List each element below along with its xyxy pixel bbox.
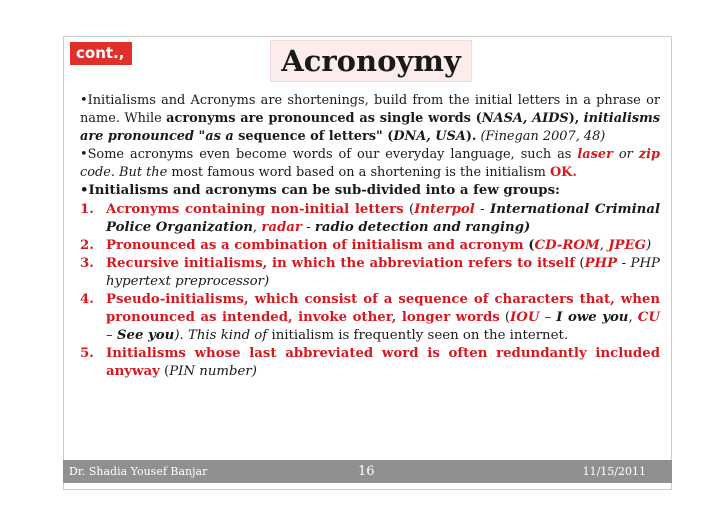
text: CD-ROM xyxy=(534,237,600,253)
text: radio detection and ranging) xyxy=(314,219,531,235)
slide-footer xyxy=(63,460,672,483)
text: Interpol xyxy=(414,201,475,217)
text: – xyxy=(539,310,557,326)
text: or xyxy=(612,147,633,163)
text: PIN number) xyxy=(169,364,257,380)
list-number: 2. xyxy=(80,237,94,253)
text: •Some acronyms even become words of our everyday language, such as xyxy=(80,147,578,163)
list-item xyxy=(80,201,660,237)
text: - xyxy=(301,219,315,235)
text: ( xyxy=(574,255,585,271)
text: PHP xyxy=(584,255,618,271)
text: NASA, AIDS xyxy=(481,111,569,127)
footer-date: 11/15/2011 xyxy=(582,465,646,478)
slide-title: Acronoymy xyxy=(270,40,472,82)
text: , xyxy=(252,219,262,235)
text: acronyms are pronounced as single words ( xyxy=(166,111,482,127)
slide-body xyxy=(80,92,660,382)
list-number: 3. xyxy=(80,255,94,271)
text: initialism is frequently seen on the internet. xyxy=(267,328,569,344)
text: Pseudo-initialisms, which consist of a sequence of characters that, when pronounced as intended, invoke other, longer words xyxy=(106,292,660,326)
text: - PHP hypertext preprocessor) xyxy=(106,255,660,289)
list-item xyxy=(80,237,660,255)
text: DNA, USA xyxy=(393,129,466,145)
text: ) xyxy=(645,237,652,253)
text: ( xyxy=(499,310,511,326)
text: ), xyxy=(568,111,580,127)
text: initialisms are pronounced "as xyxy=(80,111,660,145)
text: CU xyxy=(637,310,660,326)
list-item xyxy=(80,291,660,345)
text: - xyxy=(474,201,490,217)
text: zip xyxy=(638,147,661,163)
text: most famous word based on a shortening is the initialism xyxy=(167,165,550,181)
continued-tag: cont., xyxy=(70,42,132,65)
text: Initialisms whose last abbreviated word is often redundantly included anyway xyxy=(106,346,660,380)
paragraph-initialisms xyxy=(80,92,660,146)
text: radar xyxy=(261,219,302,235)
text: See you xyxy=(116,328,175,344)
citation: (Finegan 2007, 48) xyxy=(480,129,606,145)
text: ( xyxy=(403,201,415,217)
text: ( xyxy=(159,364,170,380)
paragraph-everyday-words xyxy=(80,146,660,182)
list-item xyxy=(80,345,660,381)
list-number: 5. xyxy=(80,346,94,362)
text: – xyxy=(106,328,117,344)
text: JPEG xyxy=(608,237,646,253)
list-number: 1. xyxy=(80,201,94,217)
text: Pronounced as a combination of initialism and acronym xyxy=(106,237,524,253)
text: ). xyxy=(465,129,477,145)
text: Recursive initialisms, in which the abbreviation refers to itself xyxy=(106,255,575,271)
groups-list xyxy=(80,201,660,382)
text: a xyxy=(225,129,234,145)
text: I owe you xyxy=(556,310,629,326)
paragraph-groups-heading: •Initialisms and acronyms can be sub-divided into a few groups: xyxy=(80,183,560,199)
text: IOU xyxy=(510,310,540,326)
text: ). This kind of xyxy=(174,328,268,344)
list-number: 4. xyxy=(80,292,94,308)
text: OK. xyxy=(549,165,577,181)
text: , xyxy=(599,237,609,253)
slide-number: 16 xyxy=(358,464,375,479)
text: code. But the xyxy=(80,165,168,181)
text: , xyxy=(628,310,638,326)
text: laser xyxy=(577,147,613,163)
footer-author: Dr. Shadia Yousef Banjar xyxy=(69,465,208,478)
list-item xyxy=(80,255,660,291)
text: Acronyms containing non-initial letters xyxy=(106,201,404,217)
text: International Criminal Police Organization xyxy=(106,201,660,235)
text: sequence of letters" ( xyxy=(233,129,394,145)
text: •Initialisms and Acronyms are shortenings, build from the initial letters in a phrase or name. While xyxy=(80,93,660,127)
text: ( xyxy=(523,237,535,253)
